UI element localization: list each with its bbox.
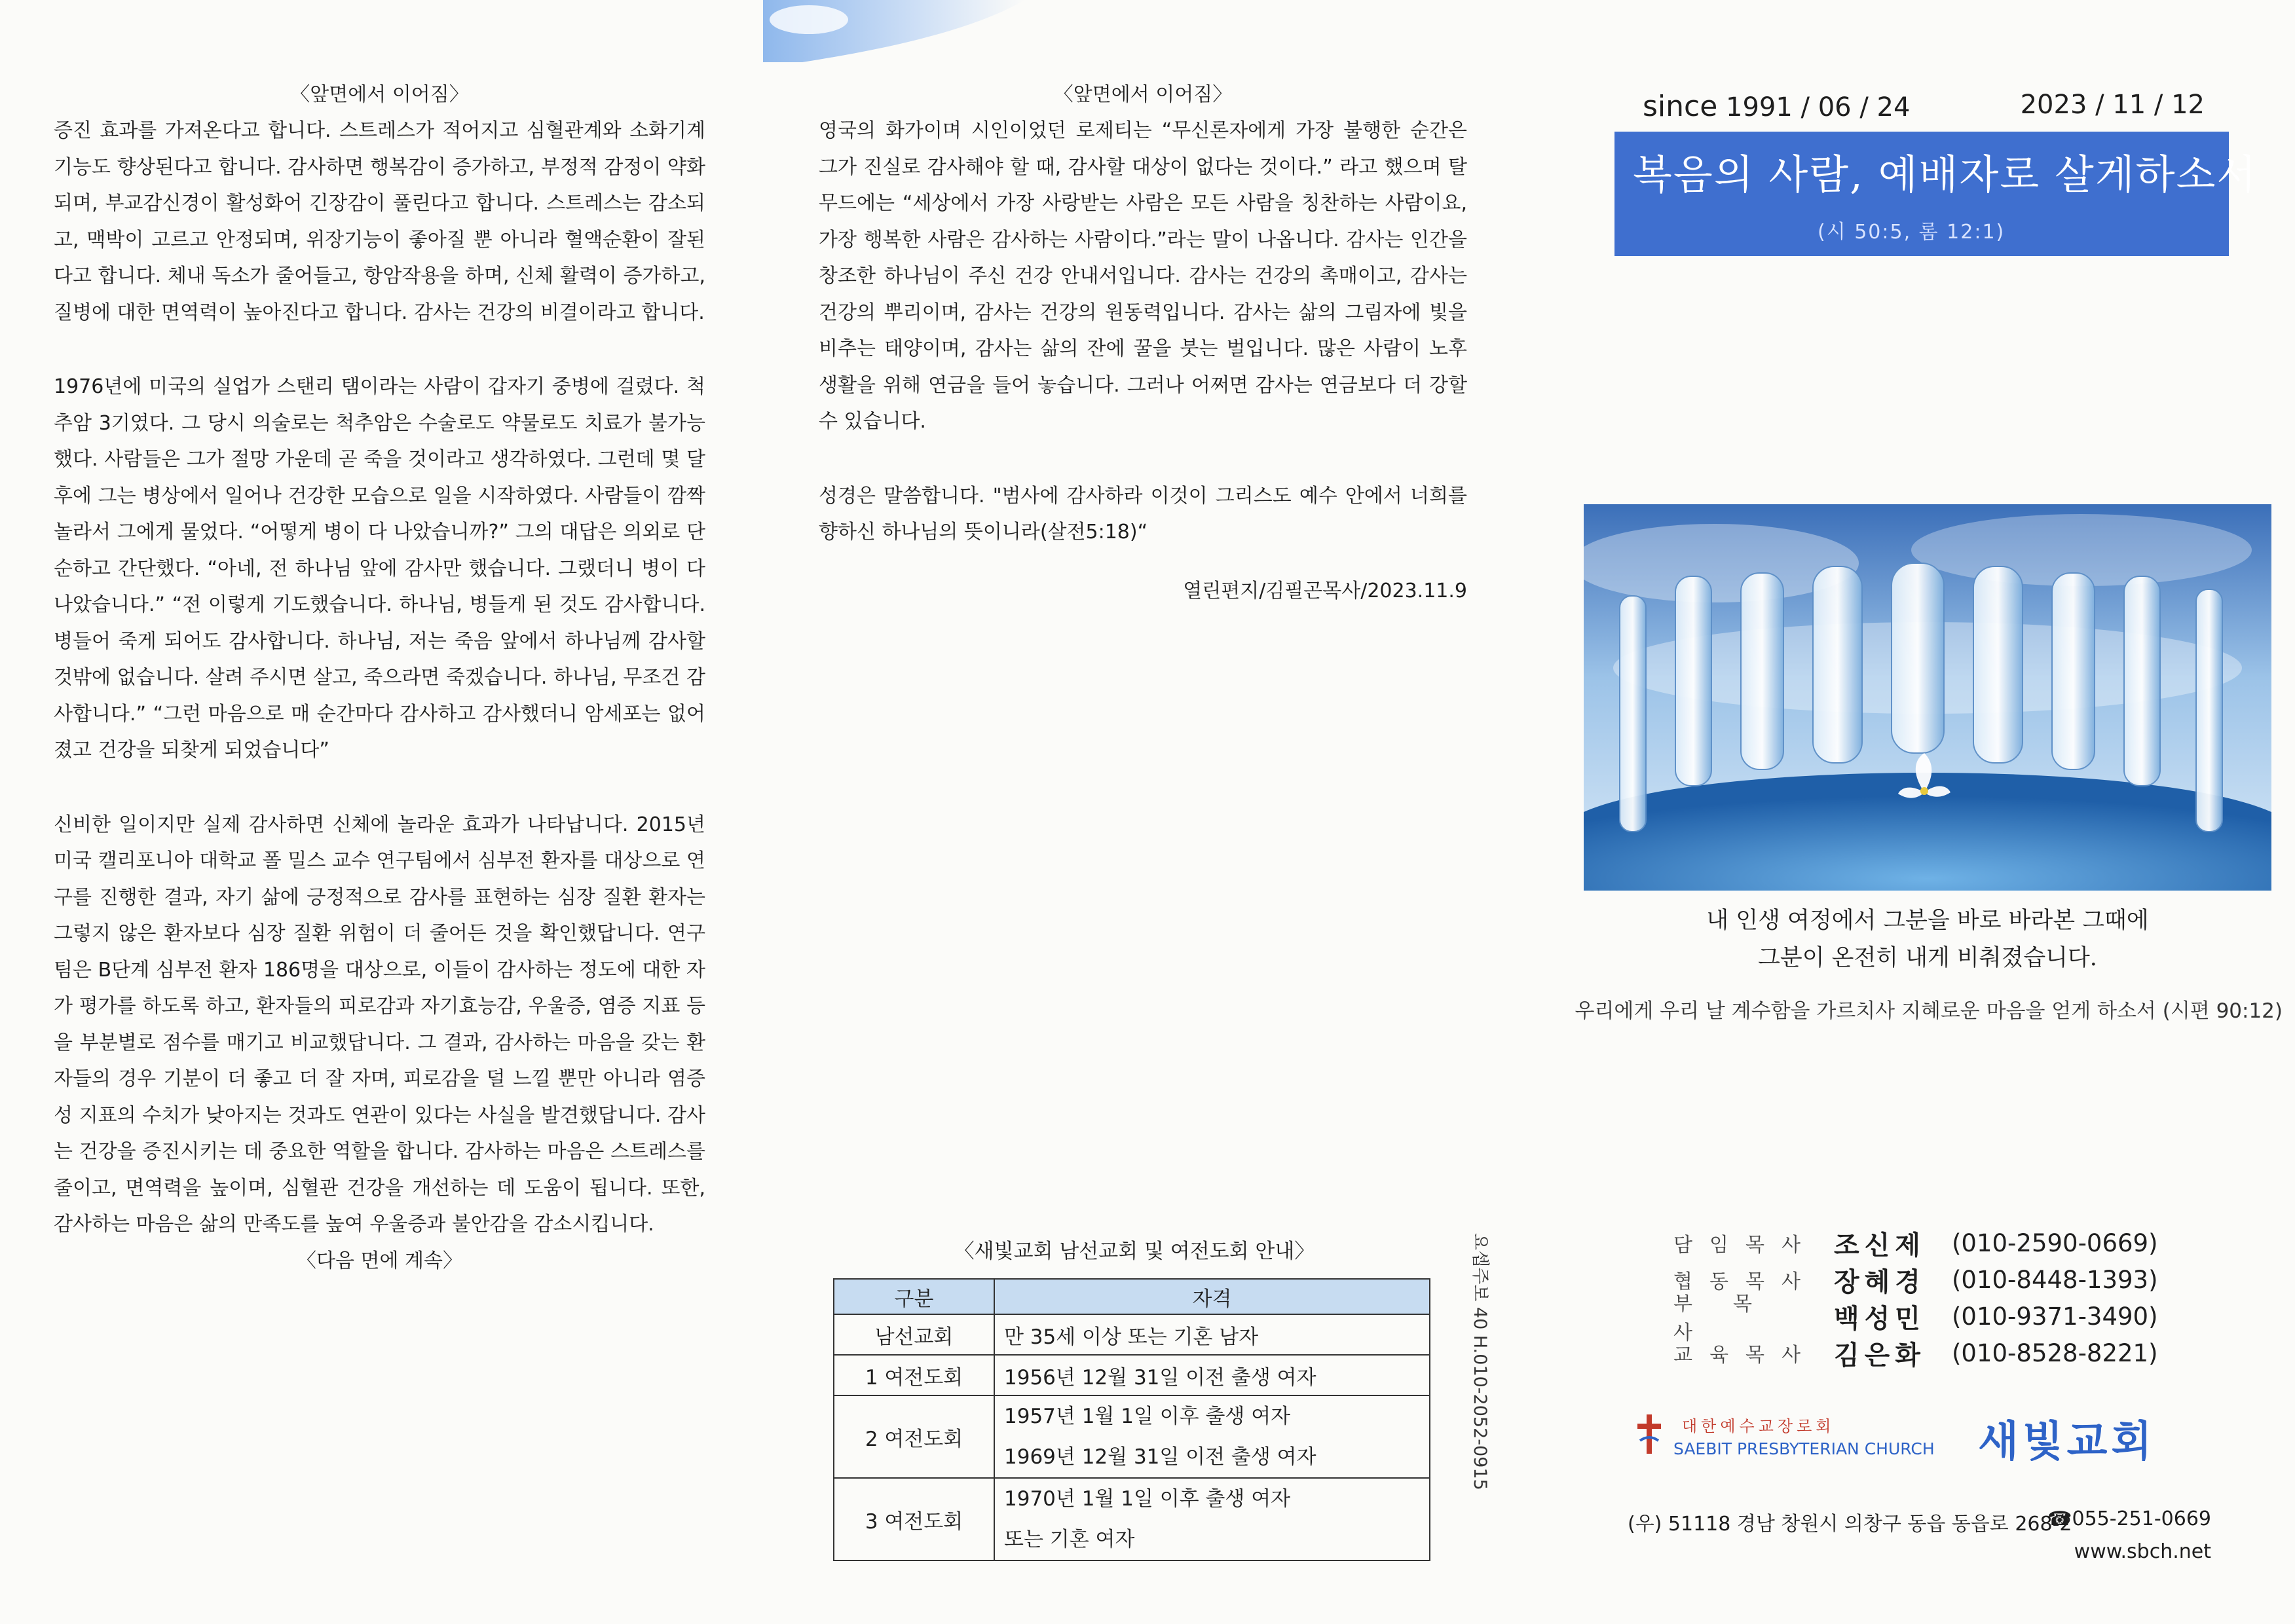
staff-name: 조신제 <box>1834 1230 1926 1261</box>
middle-paragraph-1: 영국의 화가이며 시인이었던 로제티는 “무신론자에게 가장 불행한 순간은 그가 진실로 감사해야 할 때, 감사할 대상이 없다는 것이다.” 라고 했으며 탈무드에는 “세상에서 가장 사랑받는 사람은 모든 사람을 칭찬하는 사람이요, 가장 행복한 사람은 감사하는 사람이다.”라는 말이 나옵니다. 감사는 인간을 창조한 하나님이 주신 건강 안내서입니다. 감사는 건강의 촉매이고, 감사는 건강의 뿌리이며, 감사는 건강의 원동력입니다. 감사는 삶의 그림자에 빛을 비추는 태양이며, 감사는 삶의 잔에 꿀을 붓는 벌입니다. 많은 사람이 노후 생활을 위해 연금을 들어 놓습니다. 그러나 어쩌면 감사는 연금보다 더 강할 수 있습니다. <box>819 119 1467 433</box>
side-note: 요셉주보 40 H.010-2052-0915 <box>1470 1233 1490 1490</box>
qualification-line: 1957년 1월 1일 이후 출생 여자 <box>1004 1405 1291 1428</box>
left-paragraph-3: 신비한 일이지만 실제 감사하면 신체에 놀라운 효과가 나타납니다. 2015년 미국 캘리포니아 대학교 폴 밀스 교수 연구팀에서 심부전 환자를 대상으로 연구를 진행한 결과, 자기 삶에 긍정적으로 감사를 표현하는 심장 질환 환자는 그렇지 않은 환자보다 심장 질환 위험이 더 줄어든 것을 확인했답니다. 연구팀은 B단계 심부전 환자 186명을 대상으로, 이들이 감사하는 정도에 대한 자가 평가를 하도록 하고, 환자들의 피로감과 자기효능감, 우울증, 염증 지표 등을 부분별로 점수를 매기고 비교했답니다. 그 결과, 감사하는 마음을 갖는 환자들의 경우 기분이 더 좋고 더 잘 자며, 피로감을 덜 느낄 뿐만 아니라 염증성 지표의 수치가 낮아지는 것과도 연관이 있다는 사실을 발견했답니다. 감사는 건강을 증진시키는 데 중요한 역할을 합니다. 감사하는 마음은 스트레스를 줄이고, 면역력을 높이며, 심혈관 건강을 개선하는 데 도움이 됩니다. 또한, 감사하는 마음은 삶의 만족도를 높여 우울증과 불안감을 감소시킵니다. <box>54 813 705 1236</box>
cover-artwork-image <box>1584 504 2271 891</box>
motto-banner <box>1614 132 2258 256</box>
staff-name: 장혜경 <box>1834 1266 1926 1297</box>
staff-row <box>1673 1293 2158 1344</box>
staff-role: 교육목사 <box>1673 1344 1818 1367</box>
scripture-verse: 우리에게 우리 날 계수함을 가르치사 지혜로운 마음을 얻게 하소서 (시편 90:12) <box>1575 999 2283 1023</box>
table-cell-group: 남선교회 <box>834 1314 994 1355</box>
artwork-caption <box>1584 902 2271 977</box>
left-paragraph-1: 증진 효과를 가져온다고 합니다. 스트레스가 적어지고 심혈관계와 소화기계 기능도 향상된다고 합니다. 감사하면 행복감이 증가하고, 부정적 감정이 약화되며, 부교감신경이 활성화어 긴장감이 풀린다고 합니다. 스트레스는 감소되고, 맥박이 고르고 안정되며, 위장기능이 좋아질 뿐 아니라 혈액순환이 잘된다고 합니다. 체내 독소가 줄어들고, 항암작용을 하며, 신체 활력이 증가하고, 질병에 대한 면역력이 높아진다고 합니다. 감사는 건강의 비결이라고 합니다. <box>54 119 705 324</box>
qualification-line: 또는 기혼 여자 <box>1004 1528 1135 1551</box>
pastoral-staff-list <box>1673 1225 2158 1371</box>
cross-icon <box>1637 1414 1661 1454</box>
denomination-label: 대한예수교장로회 <box>1682 1417 1835 1435</box>
table-header-row <box>834 1279 1430 1314</box>
staff-role: 협동목사 <box>1673 1270 1818 1293</box>
motto-text: 복음의 사람, 예배자로 살게하소서 <box>1633 151 2258 198</box>
table-cell-qualification <box>994 1395 1430 1478</box>
staff-role: 부목사 <box>1673 1293 1793 1344</box>
qualification-line: 1969년 12월 31일 이전 출생 여자 <box>1004 1445 1316 1469</box>
qualification-line: 1970년 1월 1일 이후 출생 여자 <box>1004 1487 1291 1511</box>
table-row <box>834 1395 1430 1478</box>
middle-article-column <box>819 77 1467 609</box>
fellowship-table-title: 〈새빛교회 남선교회 및 여전도회 안내〉 <box>954 1240 1315 1263</box>
table-header-qualification: 자격 <box>994 1279 1430 1314</box>
table-row <box>834 1478 1430 1560</box>
decorative-swirl-image <box>763 0 1025 62</box>
staff-role: 담임목사 <box>1673 1234 1818 1257</box>
staff-phone: (010-8528-8221) <box>1952 1338 2158 1367</box>
caption-line-1: 내 인생 여정에서 그분을 바로 바라본 그때에 <box>1706 908 2149 934</box>
table-header-group: 구분 <box>834 1279 994 1314</box>
continued-next-page-label: 〈다음 면에 계속〉 <box>297 1249 462 1272</box>
church-address: (우) 51118 경남 창원시 의창구 동읍 동읍로 268-2 <box>1628 1513 2072 1536</box>
table-cell-group: 1 여전도회 <box>834 1355 994 1395</box>
church-name-english: SAEBIT PRESBYTERIAN CHURCH <box>1673 1439 1935 1458</box>
church-name-korean: 새빛교회 <box>1978 1418 2156 1466</box>
staff-row <box>1673 1335 2158 1371</box>
table-row <box>834 1355 1430 1395</box>
issue-date: 2023 / 11 / 12 <box>2020 90 2205 120</box>
continued-from-front-heading: 〈앞면에서 이어짐〉 <box>290 83 469 106</box>
staff-phone: (010-8448-1393) <box>1952 1265 2158 1294</box>
staff-name: 김은화 <box>1834 1340 1926 1371</box>
church-website-link[interactable]: www.sbch.net <box>2074 1540 2211 1563</box>
left-article-column <box>54 77 705 1279</box>
table-cell-qualification: 1956년 12월 31일 이전 출생 여자 <box>994 1355 1430 1395</box>
church-logo <box>1637 1408 2266 1467</box>
since-label <box>1643 90 1910 123</box>
since-word: since <box>1643 90 1718 123</box>
table-cell-qualification <box>994 1478 1430 1560</box>
table-cell-group: 3 여전도회 <box>834 1478 994 1560</box>
staff-row <box>1673 1225 2158 1261</box>
fellowship-table <box>833 1278 1430 1561</box>
left-paragraph-2: 1976년에 미국의 실업가 스탠리 탬이라는 사람이 갑자기 중병에 걸렸다. 척추암 3기였다. 그 당시 의술로는 척추암은 수술로도 약물로도 치료가 불가능했다. 사람들은 그가 절망 가운데 곧 죽을 것이라고 생각하였다. 그런데 몇 달 후에 그는 병상에서 일어나 건강한 모습으로 일을 시작하였다. 사람들이 깜짝 놀라서 그에게 물었다. “어떻게 병이 다 나았습니까?” 그의 대답은 의외로 단순하고 간단했다. “아네, 전 하나님 앞에 감사만 했습니다. 그랬더니 병이 다 나았습니다.” “전 이렇게 기도했습니다. 하나님, 병들게 된 것도 감사합니다. 병들어 죽게 되어도 감사합니다. 하나님, 저는 죽음 앞에서 하나님께 감사할 것밖에 없습니다. 살려 주시면 살고, 죽으라면 죽겠습니다. 하나님, 무조건 감사합니다.” “그런 마음으로 매 순간마다 감사하고 감사했더니 암세포는 없어졌고 건강을 되찾게 되었습니다” <box>54 375 705 762</box>
staff-phone: (010-9371-3490) <box>1952 1302 2158 1331</box>
article-signature: 열린편지/김필곤목사/2023.11.9 <box>1183 579 1467 602</box>
staff-phone: (010-2590-0669) <box>1952 1228 2158 1257</box>
continued-from-front-heading: 〈앞면에서 이어짐〉 <box>1053 83 1233 106</box>
caption-line-2: 그분이 온전히 내게 비춰졌습니다. <box>1758 945 2097 971</box>
motto-reference: (시 50:5, 롬 12:1) <box>1818 221 2006 244</box>
staff-name: 백성민 <box>1834 1303 1926 1334</box>
since-date: 1991 / 06 / 24 <box>1726 92 1911 122</box>
church-phone: ☎055-251-0669 <box>2047 1507 2211 1530</box>
table-row <box>834 1314 1430 1355</box>
table-cell-group: 2 여전도회 <box>834 1395 994 1478</box>
middle-paragraph-2: 성경은 말씀합니다. "범사에 감사하라 이것이 그리스도 예수 안에서 너희를 향하신 하나님의 뜻이니라(살전5:18)“ <box>819 484 1467 544</box>
table-cell-qualification: 만 35세 이상 또는 기혼 남자 <box>994 1314 1430 1355</box>
